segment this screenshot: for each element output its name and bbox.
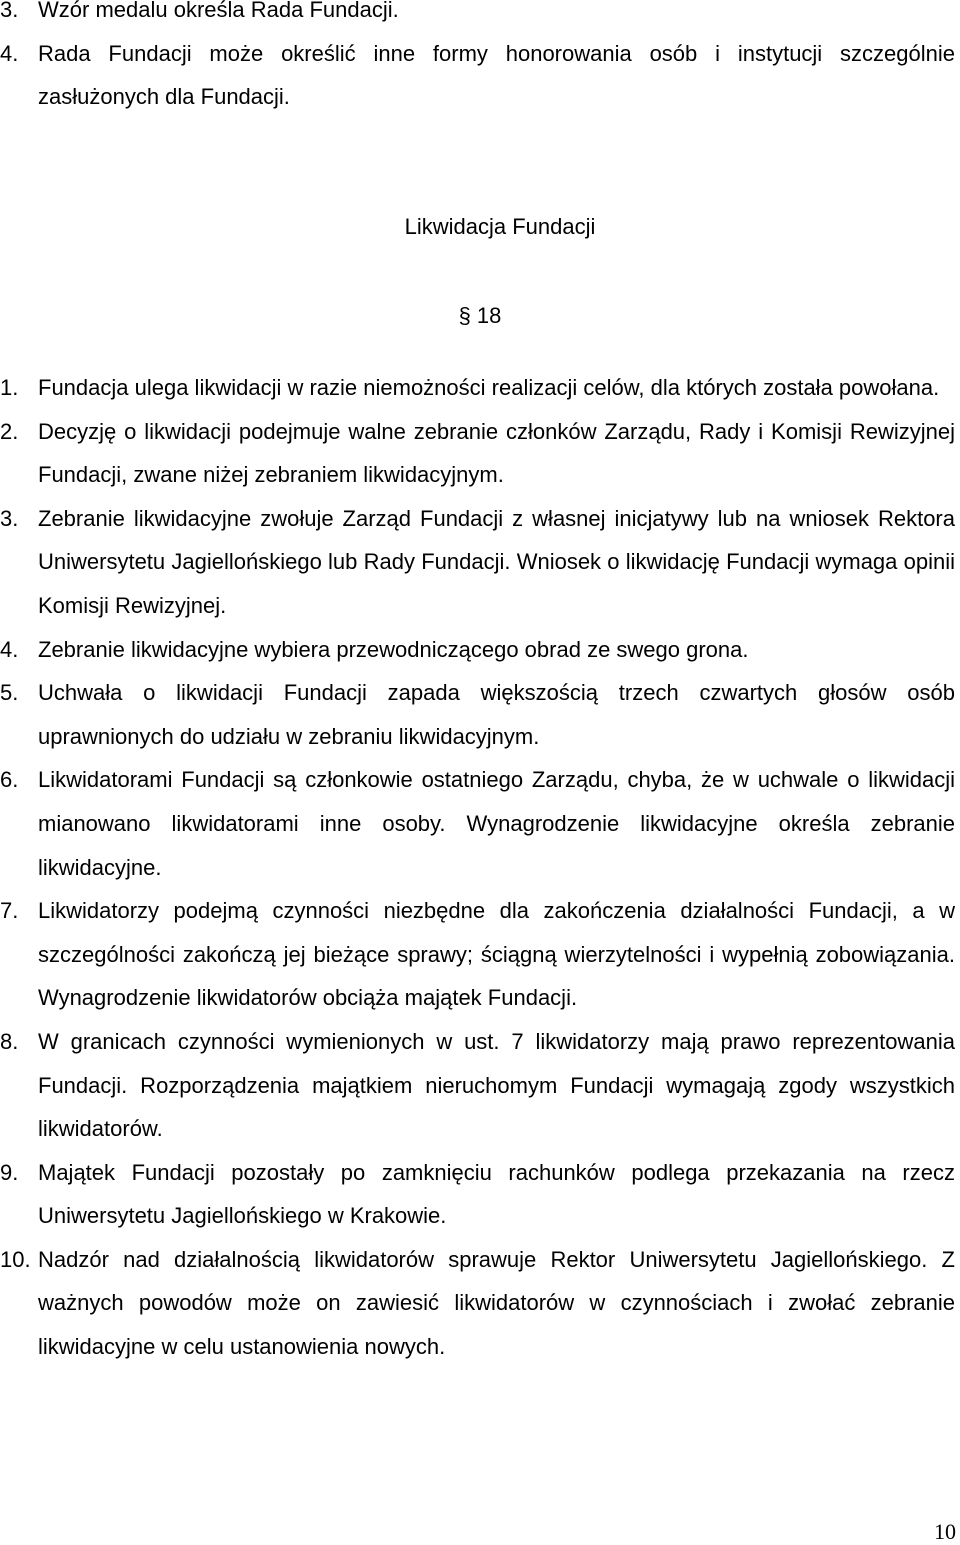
list-item <box>0 497 955 628</box>
item-text: Wzór medalu określa Rada Fundacji. <box>38 0 399 22</box>
list-item <box>0 671 955 758</box>
item-text: Majątek Fundacji pozostały po zamknięciu rachunków podlega przekazania na rzecz Uniwersytetu Jagiellońskiego w Krakowie. <box>38 1159 955 1229</box>
item-number: 3. <box>0 505 19 531</box>
item-text: Zebranie likwidacyjne wybiera przewodniczącego obrad ze swego grona. <box>38 636 749 662</box>
item-number: 7. <box>0 898 19 924</box>
list-item <box>0 889 955 1020</box>
list-item <box>0 1020 955 1151</box>
item-text: Rada Fundacji może określić inne formy honorowania osób i instytucji szczególnie zasłużonych dla Fundacji. <box>38 40 955 110</box>
list-item <box>0 32 955 119</box>
item-text: Fundacja ulega likwidacji w razie niemożności realizacji celów, dla których została powołana. <box>38 375 940 400</box>
item-number: 8. <box>0 1028 19 1054</box>
item-text: Zebranie likwidacyjne zwołuje Zarząd Fundacji z własnej inicjatywy lub na wniosek Rektora Uniwersytetu Jagiellońskiego lub Rady Fundacji. Wniosek o likwidację Fundacji wymaga opinii Komisji Rewizyjnej. <box>38 505 955 618</box>
item-number: 6. <box>0 767 19 793</box>
item-number: 2. <box>0 418 19 444</box>
item-number: 1. <box>0 375 19 400</box>
section-number: § 18 <box>458 303 502 328</box>
item-text: Nadzór nad działalnością likwidatorów sprawuje Rektor Uniwersytetu Jagiellońskiego. Z ważnych powodów może on zawiesić likwidatorów w czynnościach i zwołać zebranie likwidacyjne w celu ustanowienia nowych. <box>38 1246 955 1360</box>
page-number: 10 <box>934 1519 956 1544</box>
item-text: Likwidatorzy podejmą czynności niezbędne dla zakończenia działalności Fundacji, a w szczególności zakończą jej bieżące sprawy; ściągną wierzytelności i wypełnią zobowiązania. Wynagrodzenie likwidatorów obciąża majątek Fundacji. <box>38 898 955 1011</box>
item-number: 4. <box>0 40 19 66</box>
list-item <box>0 0 955 32</box>
item-text: Decyzję o likwidacji podejmuje walne zebranie członków Zarządu, Rady i Komisji Rewizyjnej Fundacji, zwane niżej zebraniem likwidacyjnym. <box>38 418 955 488</box>
item-text: Likwidatorami Fundacji są członkowie ostatniego Zarządu, chyba, że w uchwale o likwidacji mianowano likwidatorami inne osoby. Wynagrodzenie likwidacyjne określa zebranie likwidacyjne. <box>38 767 955 880</box>
list-item <box>0 628 955 672</box>
item-number: 3. <box>0 0 19 22</box>
list-item <box>0 410 955 497</box>
list-item <box>0 758 955 889</box>
list-item <box>0 366 955 410</box>
main-list <box>0 366 955 1369</box>
list-item <box>0 1238 955 1369</box>
section-heading: Likwidacja Fundacji <box>404 214 596 239</box>
item-text: Uchwała o likwidacji Fundacji zapada większością trzech czwartych głosów osób uprawnionych do udziału w zebraniu likwidacyjnym. <box>38 680 955 749</box>
list-item <box>0 1151 955 1238</box>
top-list <box>0 0 955 119</box>
item-text: W granicach czynności wymienionych w ust. 7 likwidatorzy mają prawo reprezentowania Fundacji. Rozporządzenia majątkiem nieruchomym Fundacji wymagają zgody wszystkich likwidatorów. <box>38 1028 955 1142</box>
item-number: 5. <box>0 680 19 706</box>
item-number: 10. <box>0 1246 31 1272</box>
item-number: 9. <box>0 1159 19 1185</box>
item-number: 4. <box>0 636 19 662</box>
